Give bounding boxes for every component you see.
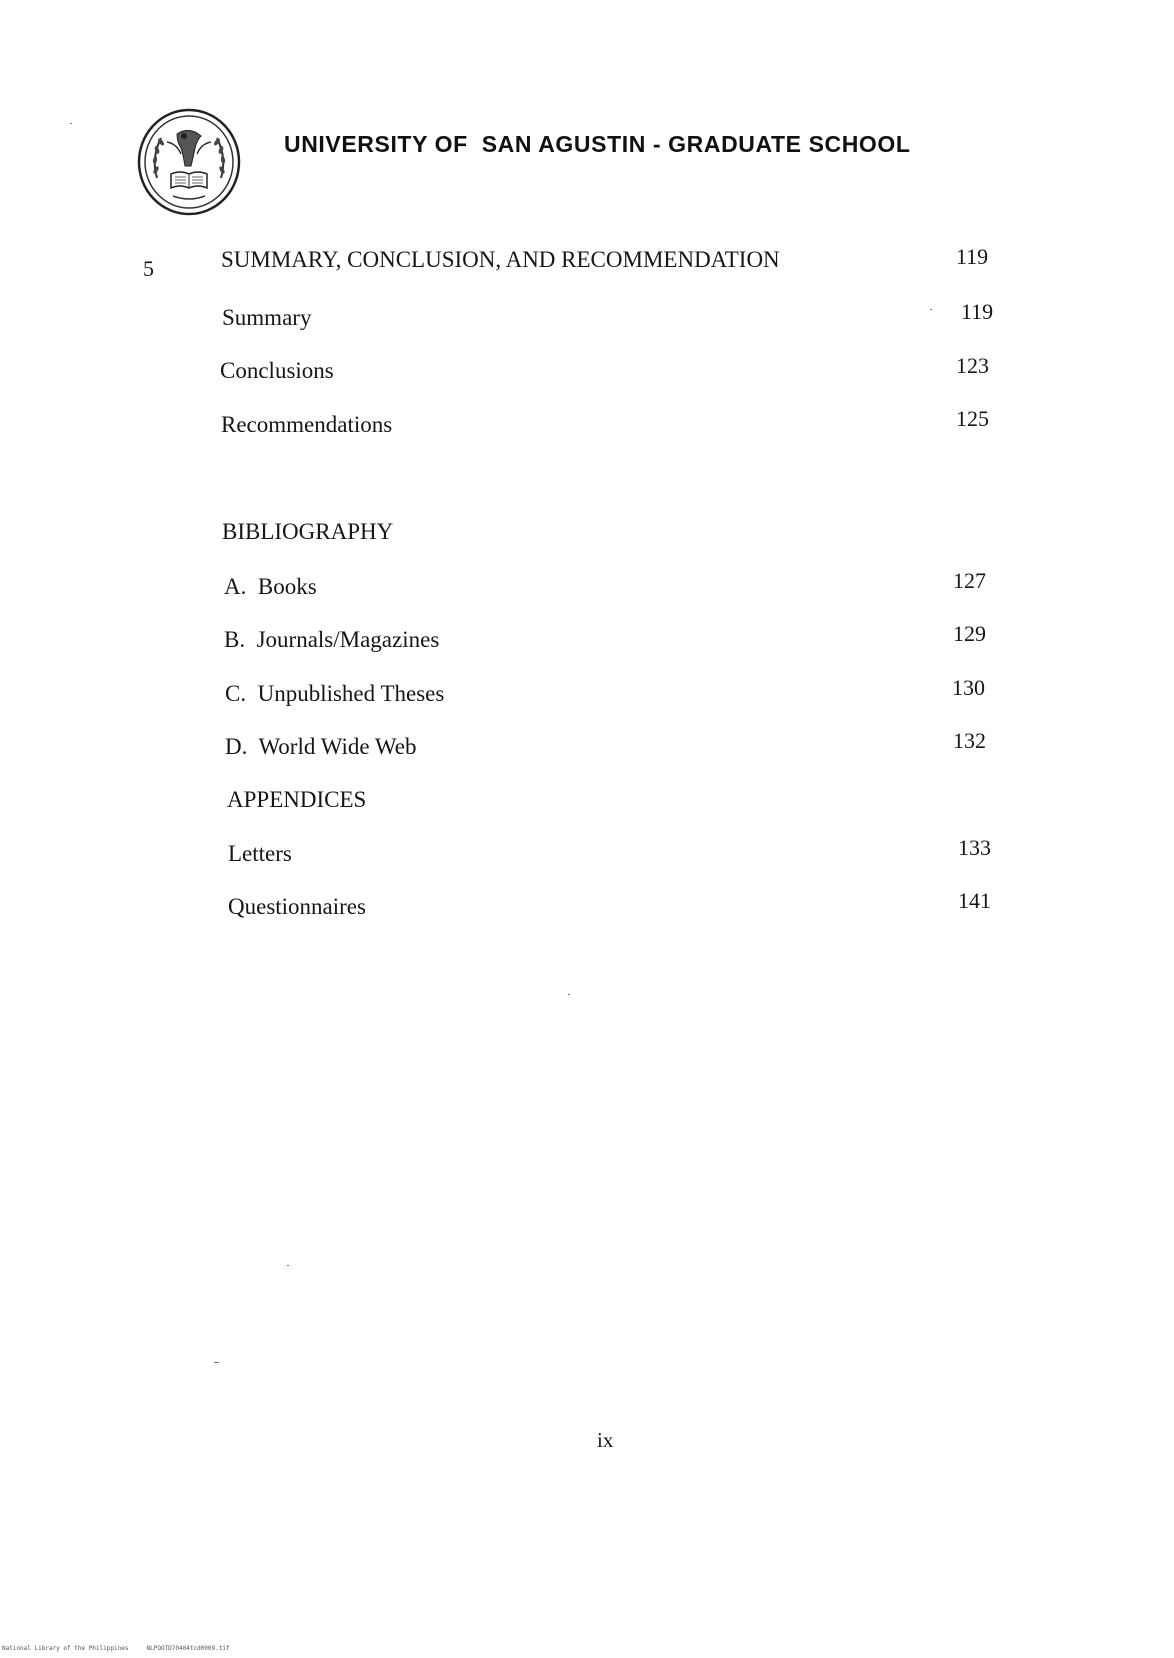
toc-entry-unpublished-theses: C. Unpublished Theses: [225, 681, 445, 706]
toc-entry-recommendations: Recommendations: [221, 412, 393, 437]
toc-entry-books: A. Books: [224, 574, 317, 599]
toc-page-questionnaires: 141: [958, 888, 991, 913]
toc-page-journals: 129: [953, 621, 986, 646]
toc-entry-letters: Letters: [228, 841, 292, 866]
toc-entry-questionnaires: Questionnaires: [228, 894, 366, 919]
scan-speck: [930, 309, 932, 310]
toc-page-summary: 119: [961, 299, 994, 324]
header-title: UNIVERSITY OF SAN AGUSTIN - GRADUATE SCHOOL: [284, 131, 911, 157]
chapter-page-number: 119: [956, 244, 989, 269]
scan-speck: [287, 1265, 289, 1266]
toc-entry-conclusions: Conclusions: [220, 358, 334, 383]
toc-page-recommendations: 125: [956, 406, 989, 431]
toc-entry-journals: B. Journals/Magazines: [224, 627, 440, 652]
toc-entry-world-wide-web: D. World Wide Web: [225, 734, 417, 759]
scan-speck: [70, 123, 72, 124]
chapter-title: SUMMARY, CONCLUSION, AND RECOMMENDATION: [221, 247, 780, 272]
toc-page-unpublished-theses: 130: [952, 675, 985, 700]
chapter-number: 5: [143, 256, 154, 281]
footer-note: National Library of the Philippines NLPOOTD70404tcd0009.tif: [2, 1645, 230, 1652]
scan-speck: [568, 994, 570, 995]
toc-page-world-wide-web: 132: [953, 728, 986, 753]
page-folio: ix: [597, 1428, 614, 1452]
toc-page-books: 127: [953, 568, 986, 593]
university-seal-icon: [137, 108, 241, 216]
toc-page-letters: 133: [958, 835, 991, 860]
scan-speck: [214, 1362, 219, 1363]
toc-page-conclusions: 123: [956, 353, 989, 378]
toc-entry-summary: Summary: [222, 305, 312, 330]
bibliography-heading: BIBLIOGRAPHY: [222, 519, 394, 544]
appendices-heading: APPENDICES: [227, 787, 367, 812]
